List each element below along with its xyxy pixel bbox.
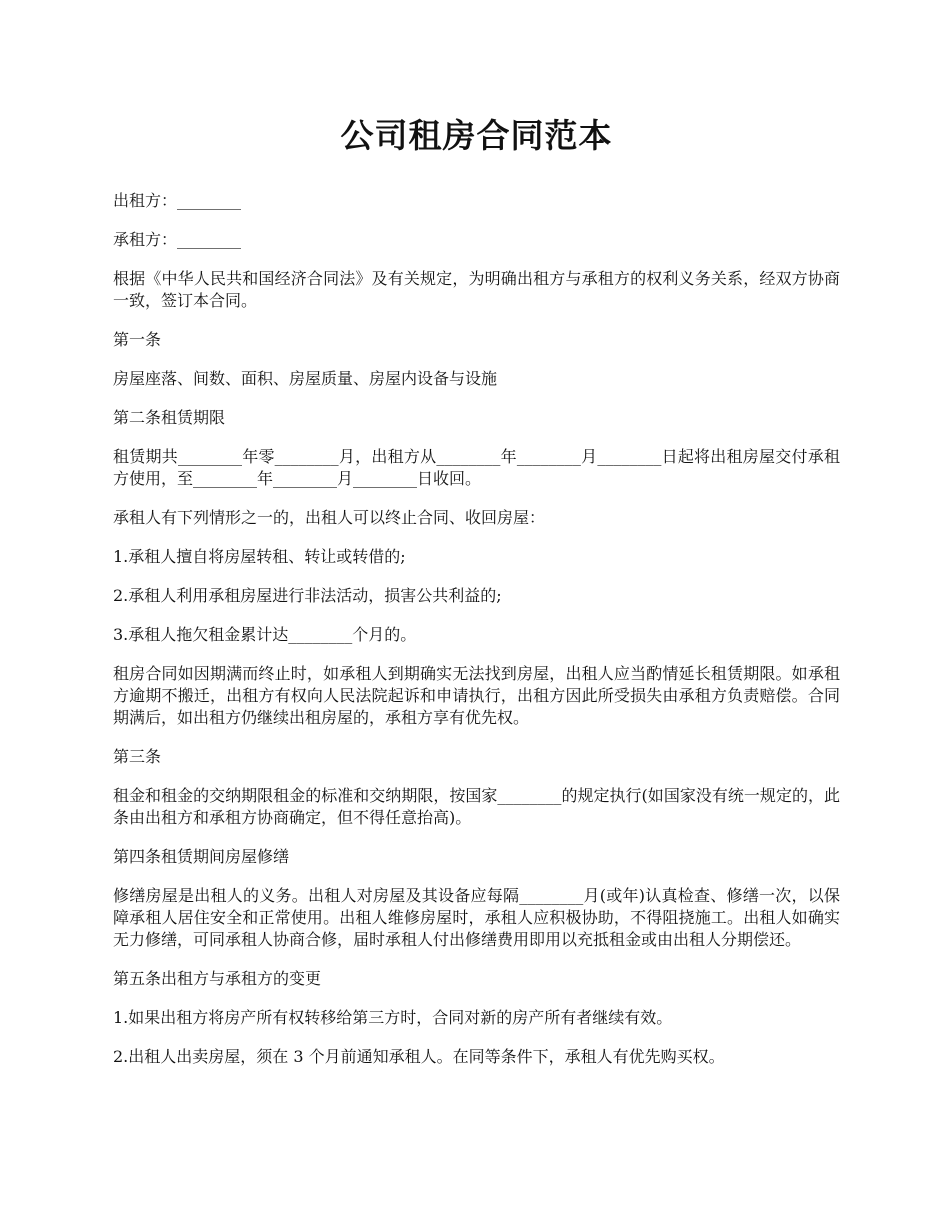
termination-intro: 承租人有下列情形之一的，出租人可以终止合同、收回房屋：	[113, 508, 546, 527]
document-title: 公司租房合同范本	[340, 116, 613, 155]
preamble-paragraph: 根据《中华人民共和国经济合同法》及有关规定，为明确出租方与承租方的权利义务关系，经双方协商一致，签订本合同。	[113, 269, 840, 310]
article-2-heading: 第二条租赁期限	[113, 408, 226, 427]
article-3-heading: 第三条	[113, 747, 162, 766]
article-1-heading: 第一条	[113, 330, 162, 349]
lessee-line: 承租方：________	[113, 230, 242, 249]
article-4-heading: 第四条租赁期间房屋修缮	[113, 847, 290, 866]
expiry-paragraph: 租房合同如因期满而终止时，如承租人到期确实无法找到房屋，出租人应当酌情延长租赁期限。如承租方逾期不搬迁，出租方有权向人民法院起诉和申请执行，出租方因此所受损失由承租方负责赔偿。合同期满后，如出租方仍继续出租房屋的，承租方享有优先权。	[113, 664, 840, 727]
document-page	[113, 110, 840, 1085]
termination-item-1: 1.承租人擅自将房屋转租、转让或转借的;	[113, 547, 406, 566]
lessor-line: 出租方：________	[113, 191, 242, 210]
change-item-2: 2.出租人出卖房屋，须在 3 个月前通知承租人。在同等条件下，承租人有优先购买权。	[113, 1047, 725, 1066]
termination-item-3: 3.承租人拖欠租金累计达________个月的。	[113, 625, 417, 644]
article-5-heading: 第五条出租方与承租方的变更	[113, 969, 322, 988]
rent-paragraph: 租金和租金的交纳期限租金的标准和交纳期限，按国家________的规定执行(如国家没有统一规定的，此条由出租方和承租方协商确定，但不得任意抬高)。	[113, 786, 840, 827]
repair-paragraph: 修缮房屋是出租人的义务。出租人对房屋及其设备应每隔________月(或年)认真检查、修缮一次，以保障承租人居住安全和正常使用。出租人维修房屋时，承租人应积极协助，不得阻挠施工。出租人如确实无力修缮，可同承租人协商合修，届时承租人付出修缮费用即用以充抵租金或由出租人分期偿还。	[113, 886, 840, 949]
article-1-text: 房屋座落、间数、面积、房屋质量、房屋内设备与设施	[113, 369, 498, 388]
change-item-1: 1.如果出租方将房产所有权转移给第三方时，合同对新的房产所有者继续有效。	[113, 1008, 673, 1027]
lease-term-paragraph: 租赁期共________年零________月，出租方从________年________月________日起将出租房屋交付承租方使用，至________年________月________日收回。	[113, 447, 840, 488]
termination-item-2: 2.承租人利用承租房屋进行非法活动，损害公共利益的;	[113, 586, 502, 605]
